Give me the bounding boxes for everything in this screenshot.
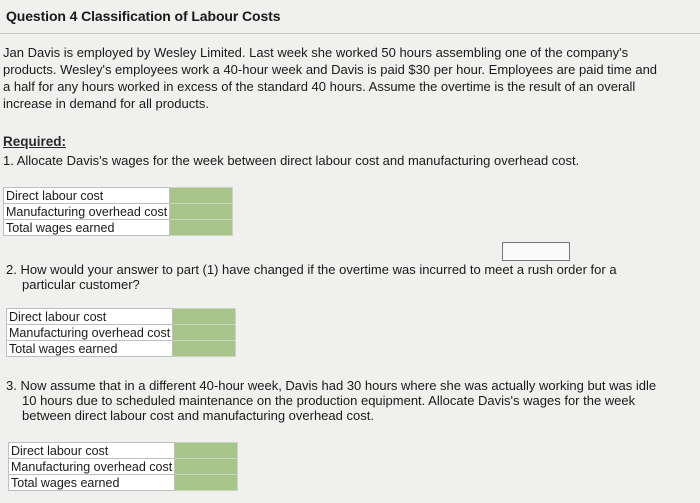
intro-line: a half for any hours worked in excess of the standard 40 hours. Assume the overtime is the result of an overall (3, 79, 636, 94)
part-2-overhead-input[interactable] (173, 325, 236, 341)
title-divider (0, 33, 700, 34)
part-3-total-input[interactable] (175, 475, 238, 491)
intro-line: increase in demand for all products. (3, 96, 209, 111)
part-3-question (6, 378, 676, 423)
part-3-text-line: 10 hours due to scheduled maintenance on the production equipment. Allocate Davis's wages for the week (22, 393, 636, 408)
part-3-table (8, 442, 238, 491)
part-3-text-line: between direct labour cost and manufacturing overhead cost. (22, 408, 374, 423)
part-1-direct-labour-input[interactable] (170, 188, 233, 204)
row-label: Direct labour cost (4, 188, 170, 204)
part-1-text: 1. Allocate Davis's wages for the week between direct labour cost and manufacturing overhead cost. (3, 153, 580, 168)
row-label: Manufacturing overhead cost (4, 204, 170, 220)
part-2-total-input[interactable] (173, 341, 236, 357)
table-row (9, 475, 238, 491)
part-1-overhead-input[interactable] (170, 204, 233, 220)
row-label: Manufacturing overhead cost (9, 459, 175, 475)
part-2-table (6, 308, 236, 357)
row-label: Total wages earned (4, 220, 170, 236)
table-row (9, 459, 238, 475)
part-2-question (6, 262, 646, 292)
row-label: Total wages earned (7, 341, 173, 357)
question-intro (3, 44, 695, 112)
table-row (4, 220, 233, 236)
table-row (4, 204, 233, 220)
row-label: Direct labour cost (7, 309, 173, 325)
question-title: Question 4 Classification of Labour Costs (6, 8, 281, 24)
table-row (7, 309, 236, 325)
answer-input-box[interactable] (502, 242, 570, 261)
part-1-question (3, 153, 579, 168)
part-3-text-line: 3. Now assume that in a different 40-hour week, Davis had 30 hours where she was actually working but was idle (6, 378, 657, 393)
intro-line: products. Wesley's employees work a 40-hour week and Davis is paid $30 per hour. Employees are paid time and (3, 62, 658, 77)
part-2-text-line: particular customer? (22, 277, 140, 292)
table-row (7, 341, 236, 357)
part-2-direct-labour-input[interactable] (173, 309, 236, 325)
required-heading: Required: (3, 134, 67, 149)
part-1-table (3, 187, 233, 236)
part-3-direct-labour-input[interactable] (175, 443, 238, 459)
part-1-total-input[interactable] (170, 220, 233, 236)
row-label: Total wages earned (9, 475, 175, 491)
table-row (7, 325, 236, 341)
part-3-overhead-input[interactable] (175, 459, 238, 475)
table-row (9, 443, 238, 459)
row-label: Manufacturing overhead cost (7, 325, 173, 341)
intro-line: Jan Davis is employed by Wesley Limited. Last week she worked 50 hours assembling one of the company's (3, 45, 629, 60)
table-row (4, 188, 233, 204)
part-2-text-line: 2. How would your answer to part (1) have changed if the overtime was incurred to meet a rush order for a (6, 262, 617, 277)
row-label: Direct labour cost (9, 443, 175, 459)
